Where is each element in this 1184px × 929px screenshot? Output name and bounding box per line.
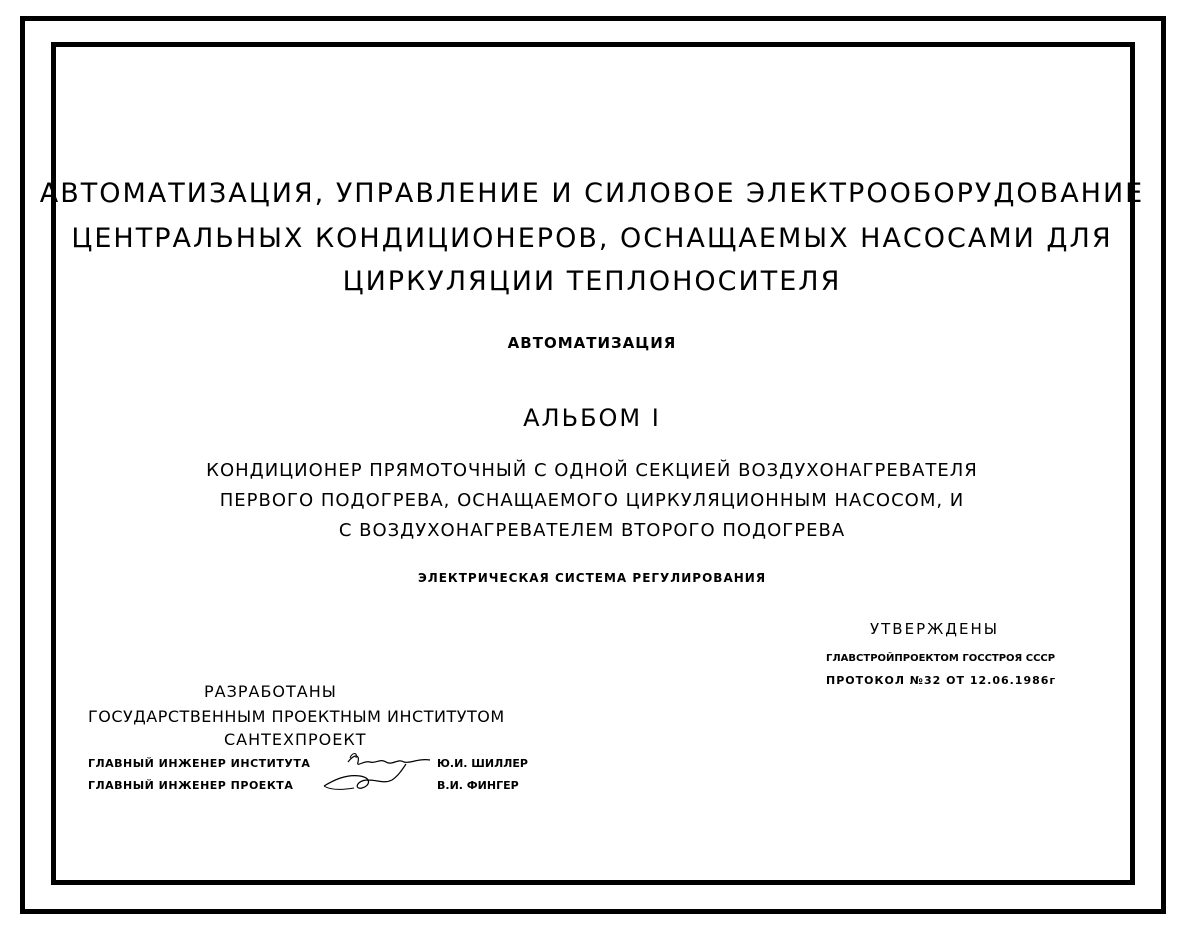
description-line-1: КОНДИЦИОНЕР ПРЯМОТОЧНЫЙ С ОДНОЙ СЕКЦИЕЙ ВОЗДУХОНАГРЕВАТЕЛЯ [206,460,978,481]
signatory-2-name: В.И. ФИНГЕР [437,779,519,792]
description-line-2: ПЕРВОГО ПОДОГРЕВА, ОСНАЩАЕМОГО ЦИРКУЛЯЦИОННЫМ НАСОСОМ, И [219,490,965,511]
section-label: АВТОМАТИЗАЦИЯ [507,334,677,352]
approved-protocol: ПРОТОКОЛ №32 ОТ 12.06.1986г [826,674,1057,687]
approved-organization: ГЛАВСТРОЙПРОЕКТОМ ГОССТРОЯ СССР [826,653,1056,664]
title-line-1: АВТОМАТИЗАЦИЯ, УПРАВЛЕНИЕ И СИЛОВОЕ ЭЛЕКТРООБОРУДОВАНИЕ [39,178,1145,209]
approved-title: УТВЕРЖДЕНЫ [870,620,999,638]
title-line-3: ЦИРКУЛЯЦИИ ТЕПЛОНОСИТЕЛЯ [342,266,842,297]
handwritten-signature [320,750,435,795]
description-line-3: С ВОЗДУХОНАГРЕВАТЕЛЕМ ВТОРОГО ПОДОГРЕВА [338,520,846,541]
signatory-1-name: Ю.И. ШИЛЛЕР [437,757,528,770]
album-label: АЛЬБОМ I [523,404,661,432]
developed-institute-name: САНТЕХПРОЕКТ [224,730,367,749]
signatory-2-role: ГЛАВНЫЙ ИНЖЕНЕР ПРОЕКТА [88,779,294,792]
system-label: ЭЛЕКТРИЧЕСКАЯ СИСТЕМА РЕГУЛИРОВАНИЯ [417,571,767,585]
title-line-2: ЦЕНТРАЛЬНЫХ КОНДИЦИОНЕРОВ, ОСНАЩАЕМЫХ НАСОСАМИ ДЛЯ [71,223,1113,254]
developed-organization: ГОСУДАРСТВЕННЫМ ПРОЕКТНЫМ ИНСТИТУТОМ [88,707,505,726]
signatory-1-role: ГЛАВНЫЙ ИНЖЕНЕР ИНСТИТУТА [88,757,311,770]
developed-title: РАЗРАБОТАНЫ [204,682,337,701]
